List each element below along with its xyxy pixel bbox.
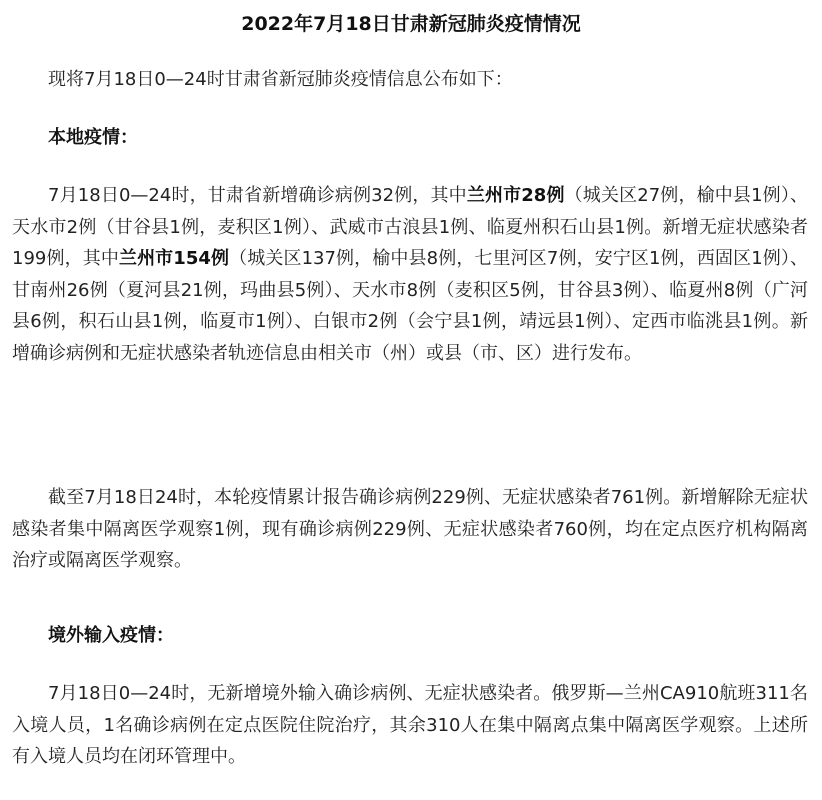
local-cases-text-d: （城关区137例，榆中县8例，七里河区7例，安宁区1例，西固区1例）、甘南州26例（夏河县21例，玛曲县5例）、天水市8例（麦积区5例，甘谷县3例）、临夏州8例（广河县6例，积石山县1例，临夏市1例）、白银市2例（会宁县1例，靖远县1例）、定西市临洮县1例。新增确诊病例和无症状感染者轨迹信息由相关市（州）或县（市、区）进行发布。 — [12, 248, 808, 364]
imported-section-heading: 境外输入疫情： — [48, 625, 174, 646]
cumulative-paragraph: 截至7月18日24时，本轮疫情累计报告确诊病例229例、无症状感染者761例。新增解除无症状感染者集中隔离医学观察1例，现有确诊病例229例、无症状感染者760例，均在定点医疗机构隔离治疗或隔离医学观察。 — [12, 487, 808, 571]
lanzhou-confirmed-highlight: 兰州市28例 — [466, 185, 565, 206]
local-cases-paragraph — [12, 180, 808, 369]
imported-cases-paragraph: 7月18日0—24时，无新增境外输入确诊病例、无症状感染者。俄罗斯—兰州CA910航班311名入境人员，1名确诊病例在定点医院住院治疗，其余310人在集中隔离点集中隔离医学观察。上述所有入境人员均在闭环管理中。 — [12, 683, 808, 767]
lanzhou-asymptomatic-highlight: 兰州市154例 — [118, 248, 230, 269]
document-title: 2022年7月18日甘肃新冠肺炎疫情情况 — [241, 13, 581, 35]
intro-paragraph: 现将7月18日0—24时甘肃省新冠肺炎疫情信息公布如下： — [48, 69, 513, 90]
local-cases-text-c: （城关区27例，榆中县1例）、天水市2例（甘谷县1例，麦积区1例）、武威市古浪县1例、临夏州积石山县1例。新增无症状感染者199例，其中 — [12, 185, 808, 269]
local-cases-text-a: 7月18日0—24时，甘肃省新增确诊病例32例，其中 — [48, 185, 467, 206]
local-section-heading: 本地疫情： — [48, 127, 138, 148]
